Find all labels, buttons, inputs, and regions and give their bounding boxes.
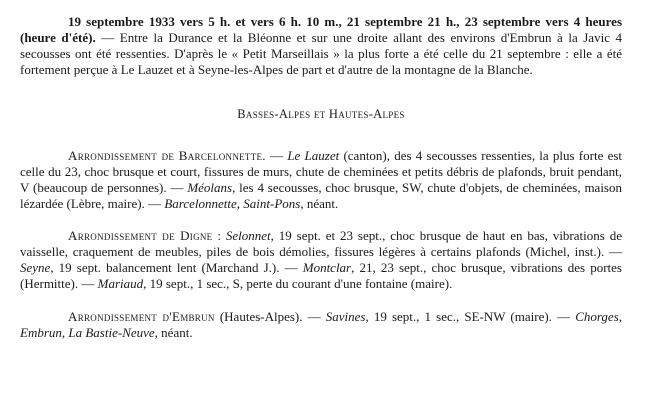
text-selonnet: , 19 sept. et 23 sept., choc brusque de haut en bas, vibrations de vaisselle, craquement de meubles, piles de bois démolies, fissures légères à certains plafonds (Michel, inst.). — [20, 228, 622, 259]
separator: — [265, 148, 288, 163]
paragraph-barcelonnette [20, 148, 622, 212]
arrondissement-label-digne: Arrondissement de Digne [68, 228, 213, 243]
paragraph-embrun [20, 309, 622, 341]
place-montclar: Montclar [302, 260, 352, 275]
separator: : [212, 228, 226, 243]
arrondissement-label-embrun: Arrondissement d'Embrun [68, 309, 215, 324]
place-selonnet: Selonnet [225, 228, 271, 243]
text-hautes-alpes: (Hautes-Alpes). — [214, 309, 326, 324]
section-heading: Basses-Alpes et Hautes-Alpes [237, 107, 405, 121]
place-barcelonnette-saint-pons: Barcelonnette, Saint-Pons [164, 196, 301, 211]
intro-paragraph [20, 14, 622, 78]
intro-body: — Entre la Durance et la Bléonne et sur une droite allant des environs d'Embrun à la Javic 4 secousses ont été ressenties. D'après le « Petit Marseillais » la plus forte a été celle du 21 septembre : elle a été fortement perçue à Le Lauzet et à Seyne-les-Alpes de part et d'autre de la montagne de la Blanche. [20, 30, 623, 77]
arrondissement-label-barcelonnette: Arrondissement de Barcelonnette. [68, 148, 266, 163]
place-savines: Savines [325, 309, 366, 324]
place-le-lauzet: Le Lauzet [287, 148, 340, 163]
text-montclar: , 21, 23 sept., choc brusque, vibrations des portes (Hermitte). — [20, 260, 622, 291]
text-neant-embrun: , néant. [154, 325, 193, 340]
text-le-lauzet: (canton), des 4 secousses ressenties, la plus forte est celle du 23, choc brusque et court, fissures de murs, chute de cheminées et petits débris de plafonds, bruit pendant, V (beaucoup de personnes). — [20, 148, 623, 195]
text-neant: , néant. [300, 196, 339, 211]
text-meolans: , les 4 secousses, choc brusque, SW, chute d'objets, de cheminées, maison lézardée (Lèbre, maire). — [20, 180, 622, 211]
place-meolans: Méolans [187, 180, 233, 195]
text-mariaud: , 19 sept., 1 sec., S, perte du courant d'une fontaine (maire). [143, 276, 453, 291]
paragraph-digne [20, 228, 622, 292]
text-seyne: , 19 sept. balancement lent (Marchand J.). — [50, 260, 303, 275]
place-seyne: Seyne [20, 260, 51, 275]
place-chorges-embrun-bastie: Chorges, Embrun, La Bastie-Neuve [20, 309, 623, 340]
text-savines: , 19 sept., 1 sec., SE-NW (maire). — [365, 309, 576, 324]
place-mariaud: Mariaud [97, 276, 144, 291]
intro-date-lead: 19 septembre 1933 vers 5 h. et vers 6 h. 10 m., 21 septembre 21 h., 23 septembre vers 4 heures (heure d'été). [20, 14, 622, 45]
